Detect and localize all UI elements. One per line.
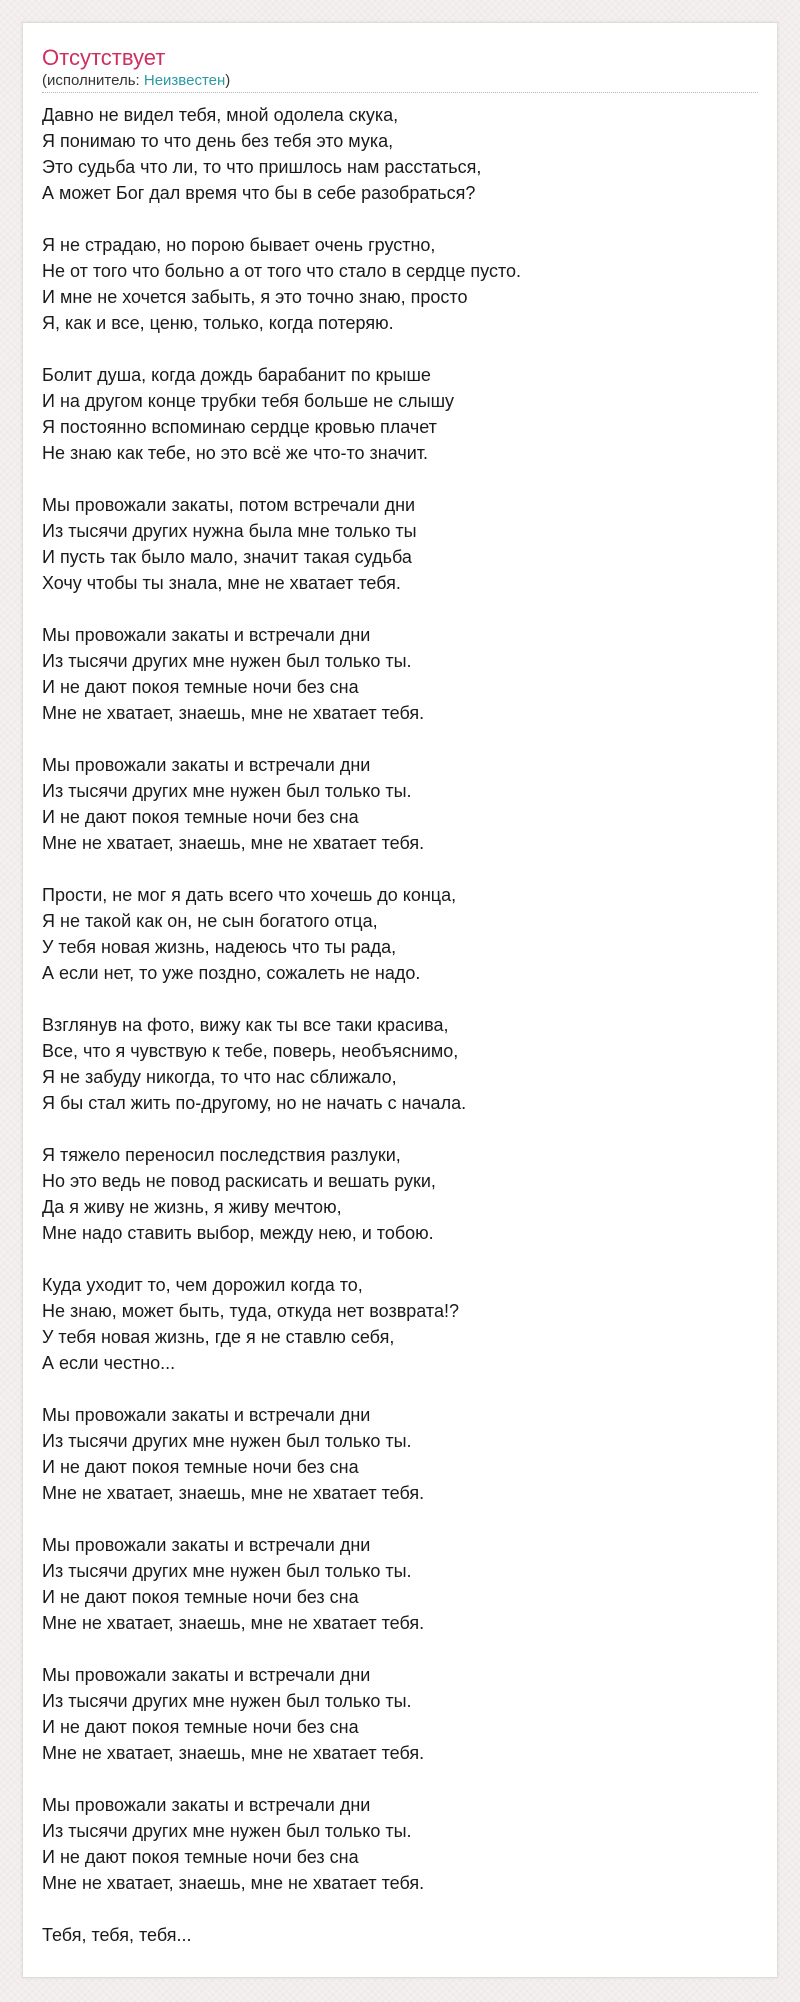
lyrics-stanza <box>42 102 758 206</box>
lyric-line: И пусть так было мало, значит такая судьба <box>42 547 412 567</box>
lyric-line: Я бы стал жить по-другому, но не начать с начала. <box>42 1093 467 1113</box>
lyric-line: Да я живу не жизнь, я живу мечтою, <box>42 1197 342 1217</box>
lyric-line: Куда уходит то, чем дорожил когда то, <box>42 1275 363 1295</box>
lyric-line: Мне не хватает, знаешь, мне не хватает тебя. <box>42 1613 425 1633</box>
lyric-line: И не дают покоя темные ночи без сна <box>42 1457 359 1477</box>
lyric-line: Из тысячи других мне нужен был только ты. <box>42 1431 412 1451</box>
lyrics-stanza <box>42 752 758 856</box>
lyric-line: Мне не хватает, знаешь, мне не хватает тебя. <box>42 1483 425 1503</box>
lyrics-stanza <box>42 1792 758 1896</box>
lyric-line: Я не страдаю, но порою бывает очень грустно, <box>42 235 436 255</box>
lyric-line: Мы провожали закаты и встречали дни <box>42 755 371 775</box>
lyrics-stanza <box>42 1012 758 1116</box>
lyric-line: Из тысячи других мне нужен был только ты. <box>42 1821 412 1841</box>
lyric-line: Хочу чтобы ты знала, мне не хватает тебя. <box>42 573 401 593</box>
lyric-line: Не знаю как тебе, но это всё же что-то значит. <box>42 443 429 463</box>
lyric-line: Прости, не мог я дать всего что хочешь до конца, <box>42 885 457 905</box>
lyric-line: Давно не видел тебя, мной одолела скука, <box>42 105 399 125</box>
lyric-line: Мы провожали закаты и встречали дни <box>42 1405 371 1425</box>
lyrics-stanza <box>42 362 758 466</box>
lyric-line: Я тяжело переносил последствия разлуки, <box>42 1145 401 1165</box>
lyric-line: Мы провожали закаты и встречали дни <box>42 1535 371 1555</box>
artist-prefix: (исполнитель: <box>42 72 144 89</box>
artist-link[interactable]: Неизвестен <box>143 72 226 89</box>
lyric-line: Из тысячи других мне нужен был только ты. <box>42 781 412 801</box>
lyrics-stanza <box>42 882 758 986</box>
lyric-line: Мне не хватает, знаешь, мне не хватает тебя. <box>42 833 425 853</box>
lyrics-stanza <box>42 1402 758 1506</box>
lyric-line: А может Бог дал время что бы в себе разобраться? <box>42 183 476 203</box>
lyrics-stanza <box>42 1142 758 1246</box>
lyric-line: А если нет, то уже поздно, сожалеть не надо. <box>42 963 421 983</box>
lyric-line: Мне не хватает, знаешь, мне не хватает тебя. <box>42 703 425 723</box>
lyric-line: Из тысячи других нужна была мне только ты <box>42 521 417 541</box>
lyric-line: Из тысячи других мне нужен был только ты. <box>42 1691 412 1711</box>
lyric-line: А если честно... <box>42 1353 176 1373</box>
lyric-line: Все, что я чувствую к тебе, поверь, необъяснимо, <box>42 1041 459 1061</box>
lyric-line: Мы провожали закаты и встречали дни <box>42 1795 371 1815</box>
lyric-line: Взглянув на фото, вижу как ты все таки красива, <box>42 1015 449 1035</box>
lyric-line: Я не такой как он, не сын богатого отца, <box>42 911 378 931</box>
lyric-line: Из тысячи других мне нужен был только ты. <box>42 651 412 671</box>
lyric-line: Не от того что больно а от того что стало в сердце пусто. <box>42 261 521 281</box>
lyric-line: Я, как и все, ценю, только, когда потеряю. <box>42 313 394 333</box>
lyric-line: Из тысячи других мне нужен был только ты. <box>42 1561 412 1581</box>
artist-suffix: ) <box>225 72 231 89</box>
lyrics-card <box>22 22 778 1978</box>
lyric-line: Мы провожали закаты, потом встречали дни <box>42 495 416 515</box>
lyrics-stanza <box>42 492 758 596</box>
lyric-line: И мне не хочется забыть, я это точно знаю, просто <box>42 287 468 307</box>
lyric-line: Мне надо ставить выбор, между нею, и тобою. <box>42 1223 434 1243</box>
artist-line <box>42 72 758 93</box>
lyric-line: Но это ведь не повод раскисать и вешать руки, <box>42 1171 436 1191</box>
song-title: Отсутствует <box>42 45 166 70</box>
lyrics-body <box>42 102 758 1948</box>
lyric-line: И на другом конце трубки тебя больше не слышу <box>42 391 455 411</box>
lyric-line: У тебя новая жизнь, где я не ставлю себя, <box>42 1327 395 1347</box>
lyric-line: Мне не хватает, знаешь, мне не хватает тебя. <box>42 1873 425 1893</box>
lyric-line: Я не забуду никогда, то что нас сближало, <box>42 1067 397 1087</box>
lyrics-stanza <box>42 232 758 336</box>
lyric-line: Мы провожали закаты и встречали дни <box>42 625 371 645</box>
lyric-line: Я постоянно вспоминаю сердце кровью плачет <box>42 417 437 437</box>
lyric-line: И не дают покоя темные ночи без сна <box>42 1847 359 1867</box>
lyric-line: Не знаю, может быть, туда, откуда нет возврата!? <box>42 1301 459 1321</box>
lyric-line: Болит душа, когда дождь барабанит по крыше <box>42 365 431 385</box>
lyric-line: И не дают покоя темные ночи без сна <box>42 677 359 697</box>
lyrics-stanza <box>42 1272 758 1376</box>
lyric-line: И не дают покоя темные ночи без сна <box>42 1587 359 1607</box>
lyrics-stanza <box>42 1662 758 1766</box>
lyrics-stanza <box>42 1532 758 1636</box>
lyric-line: И не дают покоя темные ночи без сна <box>42 1717 359 1737</box>
lyrics-stanza <box>42 622 758 726</box>
lyric-line: У тебя новая жизнь, надеюсь что ты рада, <box>42 937 397 957</box>
lyric-line: Я понимаю то что день без тебя это мука, <box>42 131 394 151</box>
lyric-line: Мы провожали закаты и встречали дни <box>42 1665 371 1685</box>
lyric-line: Это судьба что ли, то что пришлось нам расстаться, <box>42 157 482 177</box>
lyric-line: И не дают покоя темные ночи без сна <box>42 807 359 827</box>
lyrics-stanza <box>42 1922 758 1948</box>
lyric-line: Тебя, тебя, тебя... <box>42 1925 192 1945</box>
lyric-line: Мне не хватает, знаешь, мне не хватает тебя. <box>42 1743 425 1763</box>
